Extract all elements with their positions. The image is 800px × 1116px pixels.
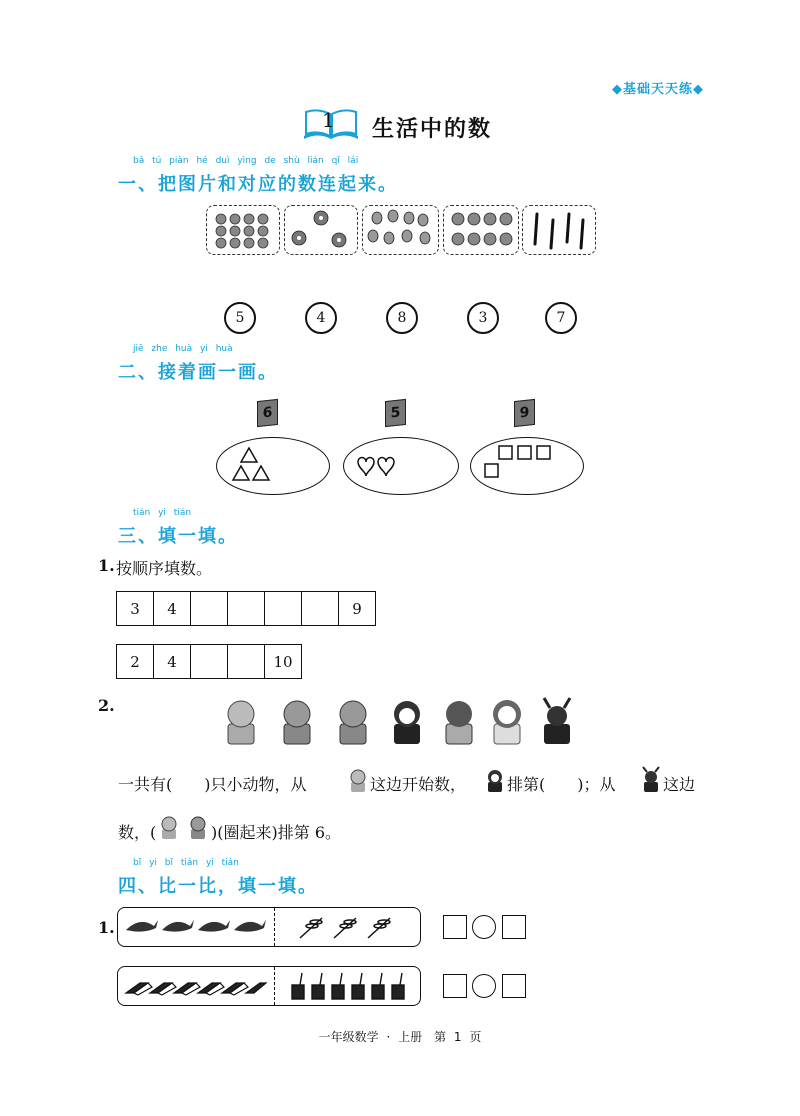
sequence-table-2 — [116, 644, 302, 679]
compare-box-dolphins-dragonflies — [117, 907, 421, 947]
flower-icon-group — [285, 206, 357, 254]
sequence-cell: 10 — [265, 645, 302, 679]
number-circle: 4 — [305, 302, 337, 334]
section3-pinyin: tián yi tián — [133, 508, 192, 518]
drawing-oval-squares — [470, 437, 584, 495]
lesson-number: 1 — [322, 108, 335, 132]
question-text-part: 排第( )；从 — [507, 775, 616, 794]
number-card: 9 — [514, 399, 535, 427]
lion-icon — [493, 700, 521, 744]
answer-square[interactable] — [502, 915, 526, 939]
sequence-cell: 2 — [117, 645, 154, 679]
answer-square[interactable] — [443, 915, 467, 939]
answer-square[interactable] — [502, 974, 526, 998]
section4-heading: 四、比一比，填一填。 — [118, 876, 318, 897]
sequence-cell: 3 — [117, 592, 154, 626]
lesson-title: 生活中的数 — [372, 117, 493, 142]
cat-icon — [157, 815, 181, 841]
hippo-icon — [284, 701, 310, 744]
sequence-table-1 — [116, 591, 376, 626]
sequence-cell[interactable] — [228, 645, 265, 679]
page-footer: 一年级数学 · 上册 第 1 页 — [318, 1030, 482, 1044]
number-card: 6 — [257, 399, 278, 427]
number-card: 5 — [385, 399, 406, 427]
answer-circle[interactable] — [472, 974, 496, 998]
question-number: 2. — [98, 696, 115, 715]
sequence-cell: 9 — [339, 592, 376, 626]
umbrella-icon-group — [523, 206, 595, 254]
question-text-part: 一共有( )只小动物，从 — [118, 775, 307, 794]
triangle-shapes — [217, 438, 329, 494]
square-shapes — [471, 438, 583, 494]
dolphin-icon-group — [122, 912, 272, 942]
monkey-icon — [394, 701, 420, 744]
eraser-icon-group — [122, 975, 272, 999]
compare-box-erasers-cups — [117, 966, 421, 1006]
section2-heading: 二、接着画一画。 — [118, 362, 278, 383]
dragonfly-icon-group — [294, 912, 404, 942]
question-text-part: )(圈起来)排第 6。 — [211, 823, 341, 842]
cat-icon — [347, 768, 369, 794]
answer-square[interactable] — [443, 974, 467, 998]
drawing-oval-hearts — [343, 437, 459, 495]
number-circle: 5 — [224, 302, 256, 334]
deer-icon — [544, 698, 570, 744]
section1-pinyin: bǎ tú piàn hé duì yìng de shù lián qǐ lái — [133, 156, 359, 166]
sequence-cell[interactable] — [265, 592, 302, 626]
picture-box-chicks — [206, 205, 280, 255]
number-circle: 8 — [386, 302, 418, 334]
section2-pinyin: jiē zhe huà yi huà — [133, 344, 233, 354]
chick-icon-group — [207, 206, 279, 254]
question-text-part: 这边 — [663, 775, 696, 794]
picture-box-globes — [443, 205, 519, 255]
elephant-icon — [340, 701, 366, 744]
divider-line — [274, 908, 275, 946]
cup-icon-group — [288, 969, 416, 1003]
picture-box-flowers — [284, 205, 358, 255]
sequence-cell[interactable] — [191, 645, 228, 679]
question-text-part: 数，( — [118, 823, 157, 842]
question-number: 1. — [98, 918, 115, 937]
question-text-part: 这边开始数， — [370, 775, 467, 794]
series-tag: ◆基础天天练◆ — [612, 82, 704, 97]
animal-row — [222, 696, 582, 752]
balloon-icon-group — [363, 206, 438, 254]
monkey-icon — [484, 768, 506, 794]
hippo-icon — [186, 815, 210, 841]
question-number: 1. — [98, 556, 115, 575]
picture-box-umbrellas — [522, 205, 596, 255]
section1-heading: 一、把图片和对应的数连起来。 — [118, 174, 398, 195]
cat-icon — [228, 701, 254, 744]
globe-icon-group — [444, 206, 518, 254]
number-circle: 7 — [545, 302, 577, 334]
sequence-cell[interactable] — [302, 592, 339, 626]
sequence-cell: 4 — [154, 645, 191, 679]
question-text: 按顺序填数。 — [116, 559, 213, 578]
deer-icon — [640, 766, 662, 794]
sequence-cell[interactable] — [228, 592, 265, 626]
section4-pinyin: bǐ yi bǐ tián yi tián — [133, 858, 239, 868]
answer-circle[interactable] — [472, 915, 496, 939]
number-circle: 3 — [467, 302, 499, 334]
picture-box-balloons — [362, 205, 439, 255]
cow-icon — [446, 701, 472, 744]
sequence-cell: 4 — [154, 592, 191, 626]
divider-line — [274, 967, 275, 1005]
heart-shapes — [344, 438, 458, 494]
sequence-cell[interactable] — [191, 592, 228, 626]
drawing-oval-triangles — [216, 437, 330, 495]
section3-heading: 三、填一填。 — [118, 526, 238, 547]
